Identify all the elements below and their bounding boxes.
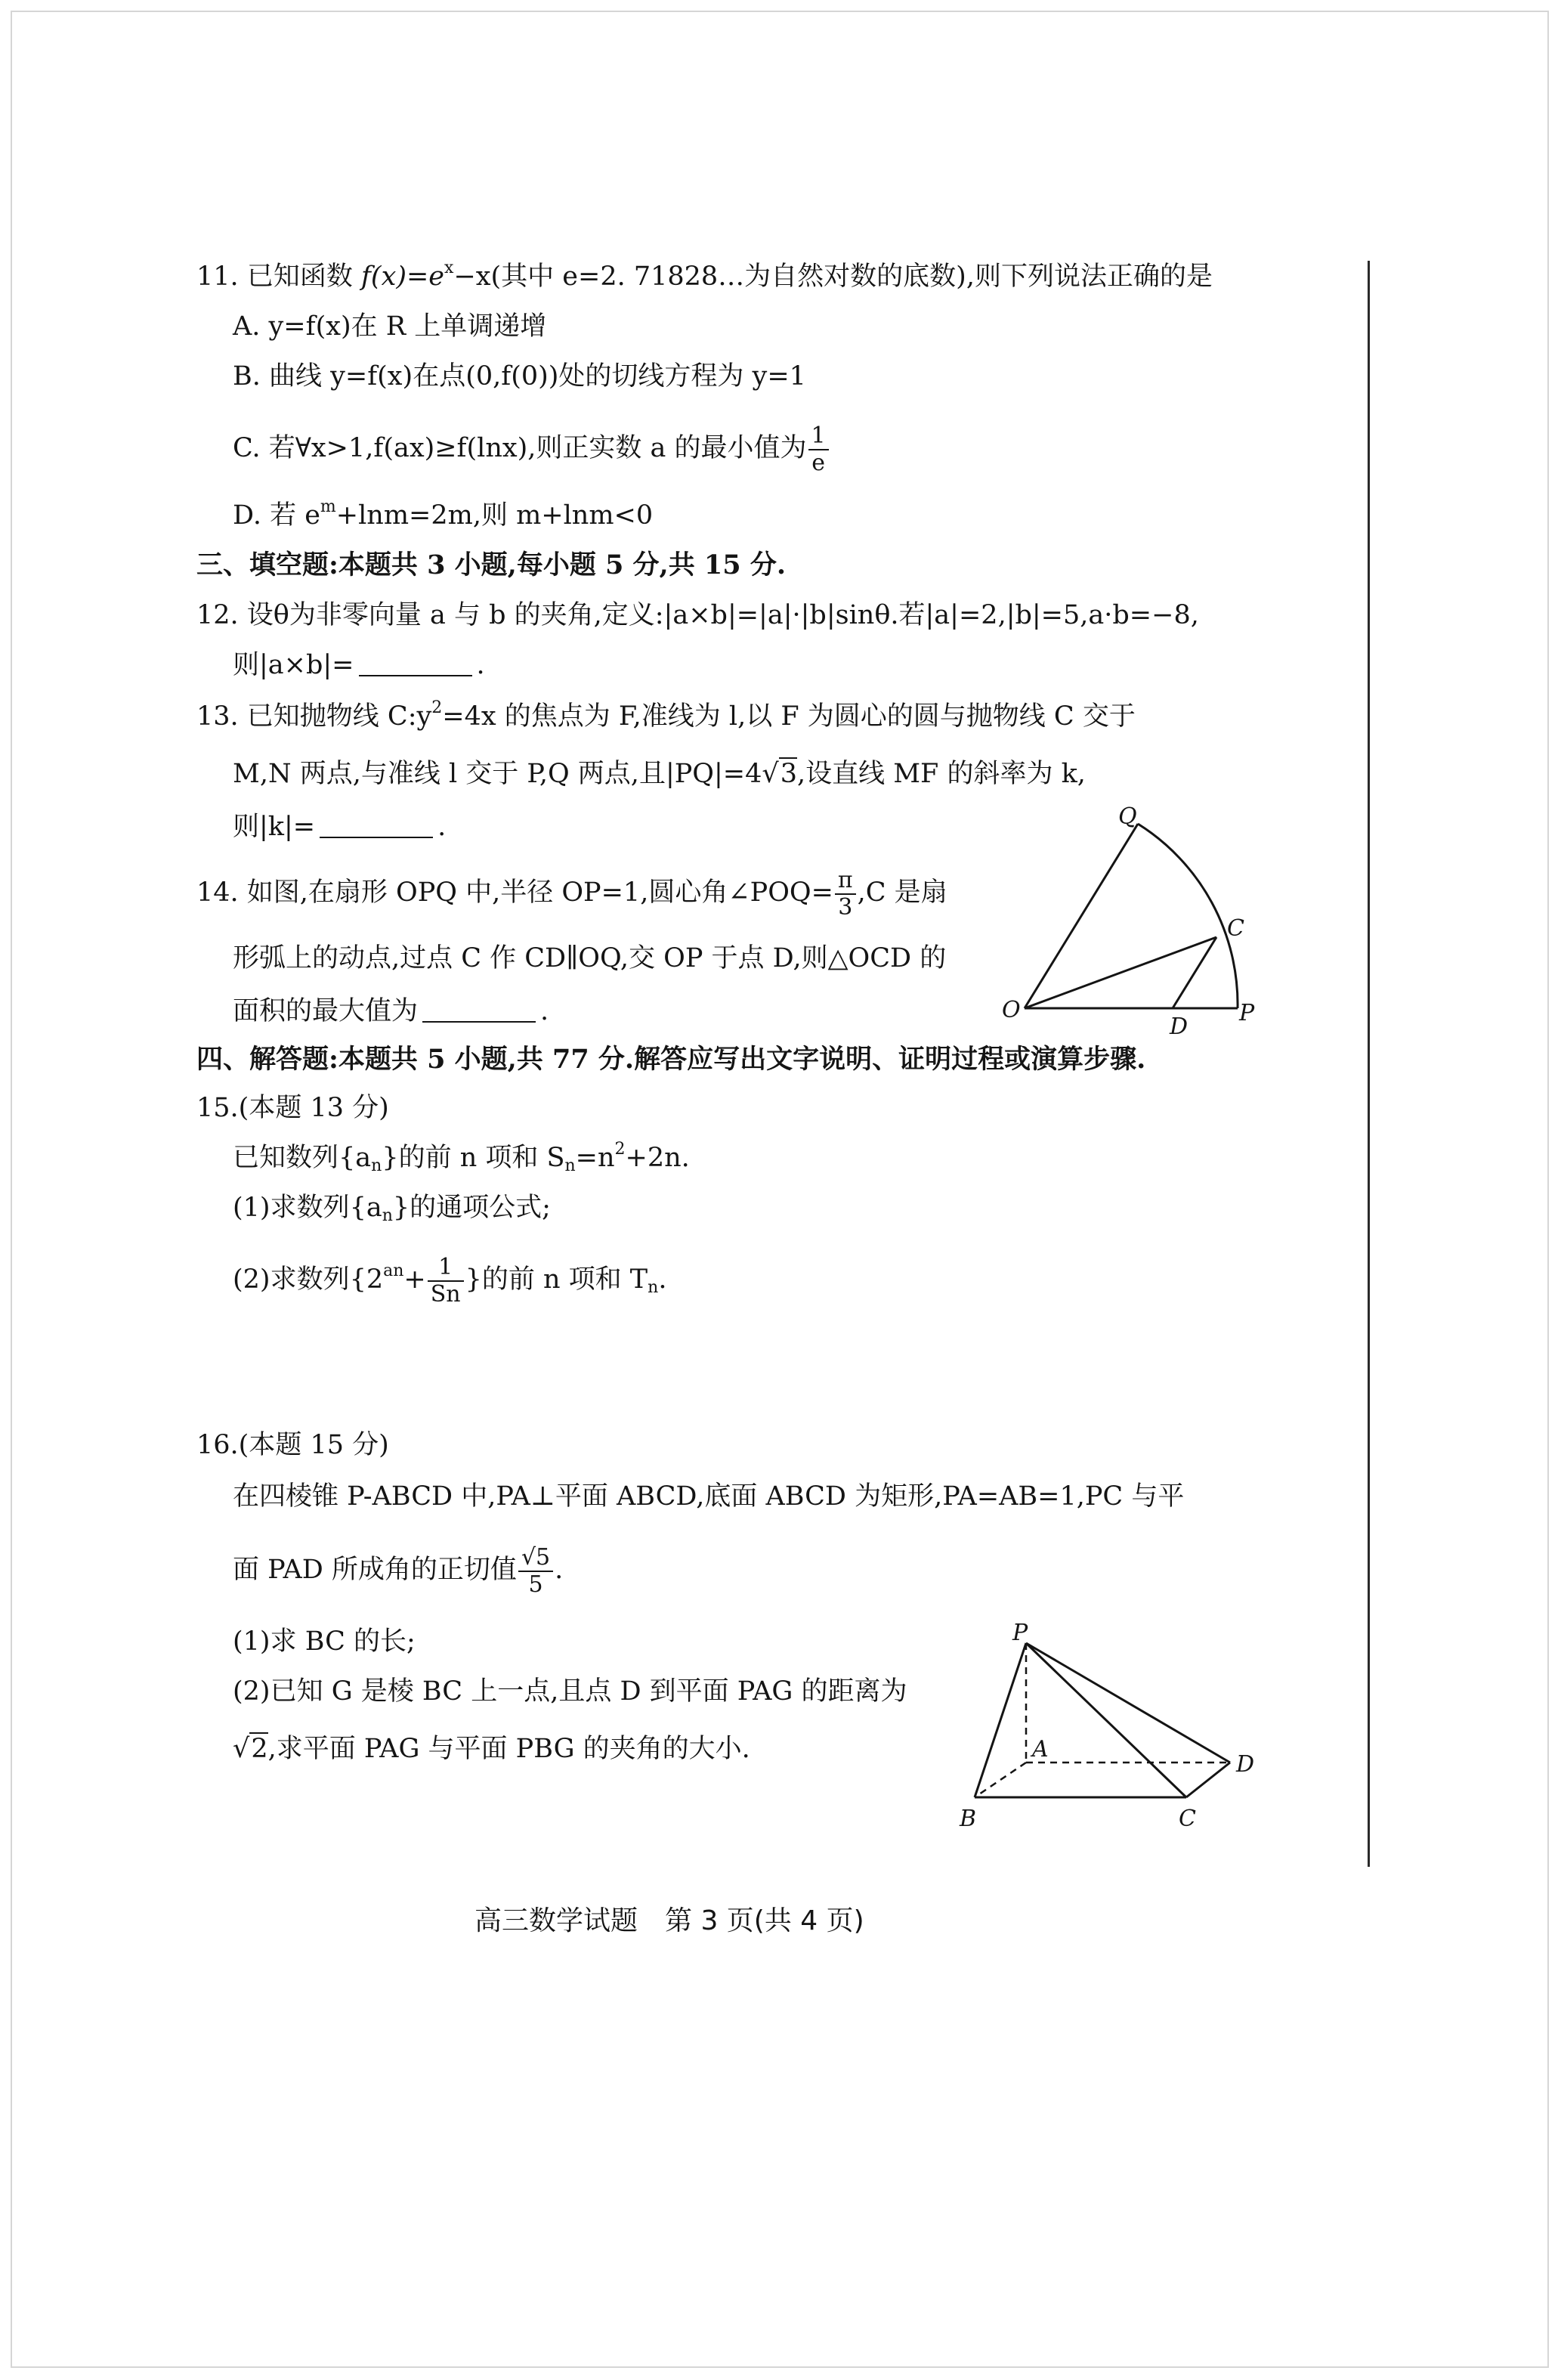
q12-period: . — [476, 650, 485, 680]
margin-rule — [1368, 261, 1370, 1867]
q14-prompt: 面积的最大值为 — [233, 996, 419, 1026]
label-q: Q — [1118, 803, 1137, 830]
q14-text-a: 14. 如图,在扇形 OPQ 中,半径 OP=1,圆心角∠POQ= — [196, 877, 833, 908]
fraction-denominator: 3 — [835, 893, 856, 921]
q15-given-d: +2n. — [625, 1143, 690, 1173]
q15-given-a: 已知数列{a — [233, 1143, 372, 1173]
page-footer: 高三数学试题 第 3 页(共 4 页) — [474, 1905, 864, 1936]
q12-line-2 — [233, 648, 485, 682]
q15-fraction — [428, 1255, 464, 1308]
q15-part-1-a: (1)求数列{a — [233, 1193, 382, 1223]
q15-part-2 — [233, 1249, 666, 1311]
q15-given — [233, 1141, 690, 1175]
q13-sqrt-value: 3 — [780, 759, 797, 789]
q15-part-1 — [233, 1191, 551, 1224]
q11-stem-text: 已知函数 — [246, 262, 353, 292]
edge-pb — [975, 1643, 1026, 1797]
q11-option-d-rest: +lnm=2m,则 m+lnm<0 — [335, 500, 654, 531]
q11-exponent: x — [444, 258, 454, 277]
label-c: C — [1227, 915, 1244, 942]
fraction-denominator: 5 — [518, 1571, 553, 1598]
q14-period: . — [540, 996, 549, 1026]
fraction-numerator: π — [837, 866, 853, 893]
edge-pc — [1026, 1643, 1186, 1797]
q12-line-1: 12. 设θ为非零向量 a 与 b 的夹角,定义:|a×b|=|a|·|b|sinθ.若|a|=2,|b|=5,a·b=−8, — [196, 600, 1199, 630]
fraction-numerator: √5 — [521, 1543, 551, 1571]
q16-tangent-fraction — [518, 1545, 553, 1598]
label-d: D — [1170, 1014, 1189, 1040]
segment-cd — [1173, 937, 1216, 1008]
sector-figure — [997, 801, 1284, 1043]
q16-sqrt-value: 2 — [251, 1734, 268, 1764]
q13-answer-blank[interactable] — [320, 814, 433, 838]
q13-text-b: =4x 的焦点为 F,准线为 l,以 F 为圆心的圆与抛物线 C 交于 — [442, 701, 1136, 732]
q11-option-c — [233, 417, 830, 479]
q13-text-d: ,设直线 MF 的斜率为 k, — [796, 759, 1086, 789]
section-solve-title: 四、解答题:本题共 5 小题,共 77 分.解答应写出文字说明、证明过程或演算步骤. — [196, 1044, 1146, 1075]
q13-text-a: 13. 已知抛物线 C:y — [196, 701, 432, 732]
q15-part-2-c: }的前 n 项和 T — [465, 1264, 648, 1295]
fraction-denominator: Sn — [428, 1280, 464, 1308]
pyramid-figure — [944, 1617, 1277, 1844]
q12-answer-blank[interactable] — [359, 652, 472, 676]
q14-angle-fraction — [835, 868, 856, 921]
exponent: 2 — [614, 1140, 626, 1159]
fraction-numerator: 1 — [438, 1253, 453, 1280]
q16-line-1: 在四棱锥 P-ABCD 中,PA⊥平面 ABCD,底面 ABCD 为矩形,PA=AB=1,PC 与平 — [233, 1481, 1185, 1512]
q16-line-2-text: 面 PAD 所成角的正切值 — [233, 1555, 517, 1585]
q14-answer-blank[interactable] — [422, 998, 536, 1023]
q14-line-1 — [196, 862, 947, 924]
q14-line-3 — [233, 995, 549, 1028]
q15-part-2-plus: + — [403, 1264, 426, 1295]
q14-line-2: 形弧上的动点,过点 C 作 CD∥OQ,交 OP 于点 D,则△OCD 的 — [233, 943, 947, 973]
label-c: C — [1179, 1806, 1196, 1832]
q11-function: f(x)=e — [360, 262, 445, 292]
q11-option-b: B. 曲线 y=f(x)在点(0,f(0))处的切线方程为 y=1 — [233, 361, 806, 392]
q16-part-2: (2)已知 G 是棱 BC 上一点,且点 D 到平面 PAG 的距离为 — [233, 1676, 907, 1707]
q16-line-2-period: . — [555, 1555, 564, 1585]
hidden-edge-ab — [975, 1763, 1026, 1797]
q12-prompt: 则|a×b|= — [233, 650, 354, 680]
q13-line-1 — [196, 700, 1136, 733]
sector-arc — [1138, 824, 1238, 1008]
label-p: P — [1239, 1000, 1255, 1026]
section-fill-in-title: 三、填空题:本题共 3 小题,每小题 5 分,共 15 分. — [196, 549, 786, 580]
label-d: D — [1236, 1751, 1255, 1778]
exponent: an — [383, 1261, 404, 1280]
q15-part-2-a: (2)求数列{2 — [233, 1264, 384, 1295]
q13-text-c: M,N 两点,与准线 l 交于 P,Q 两点,且|PQ|=4 — [233, 759, 762, 789]
q11-option-d-exponent: m — [320, 497, 336, 516]
label-a: A — [1032, 1736, 1049, 1763]
q16-heading: 16.(本题 15 分) — [196, 1430, 389, 1460]
label-o: O — [1002, 997, 1021, 1023]
q16-part-1: (1)求 BC 的长; — [233, 1626, 416, 1657]
q11-option-c-fraction — [808, 423, 829, 476]
q16-part-2-rest: ,求平面 PAG 与平面 PBG 的夹角的大小. — [267, 1734, 750, 1764]
q11-stem-rest: −x(其中 e=2. 71828…为自然对数的底数),则下列说法正确的是 — [453, 262, 1213, 292]
edge-cd — [1186, 1763, 1230, 1797]
q14-text-b: ,C 是扇 — [857, 877, 947, 908]
label-p: P — [1012, 1620, 1028, 1646]
segment-oc — [1025, 937, 1216, 1008]
q11-option-d-text: D. 若 e — [233, 500, 320, 531]
q13-line-2: M,N 两点,与准线 l 交于 P,Q 两点,且|PQ|=4√3,设直线 MF 的斜率为 k, — [233, 759, 1086, 789]
q15-heading: 15.(本题 13 分) — [196, 1093, 389, 1123]
q11-number: 11. — [196, 262, 239, 292]
q15-part-2-d: . — [658, 1264, 667, 1295]
radius-oq — [1025, 824, 1138, 1008]
fraction-numerator: 1 — [811, 422, 826, 449]
q13-period: . — [437, 812, 447, 842]
subscript: n — [648, 1278, 659, 1297]
q13-exponent: 2 — [431, 698, 443, 717]
q16-line-2 — [233, 1539, 563, 1601]
q15-given-b: }的前 n 项和 S — [382, 1143, 565, 1173]
subscript: n — [382, 1206, 393, 1225]
q15-given-c: =n — [575, 1143, 615, 1173]
label-b: B — [960, 1806, 977, 1832]
subscript: n — [371, 1156, 382, 1175]
q13-line-3 — [233, 810, 446, 843]
q15-part-1-b: }的通项公式; — [392, 1193, 551, 1223]
fraction-denominator: e — [808, 449, 829, 476]
subscript: n — [564, 1156, 576, 1175]
q11-option-d — [233, 499, 653, 532]
q13-prompt: 则|k|= — [233, 812, 316, 842]
q11-option-c-text: C. 若∀x>1,f(ax)≥f(lnx),则正实数 a 的最小值为 — [233, 433, 807, 463]
q11-stem — [196, 260, 1213, 293]
q11-option-a: A. y=f(x)在 R 上单调递增 — [233, 311, 547, 342]
edge-pd — [1026, 1643, 1230, 1763]
q16-part-2-cont: √2,求平面 PAG 与平面 PBG 的夹角的大小. — [233, 1734, 750, 1764]
